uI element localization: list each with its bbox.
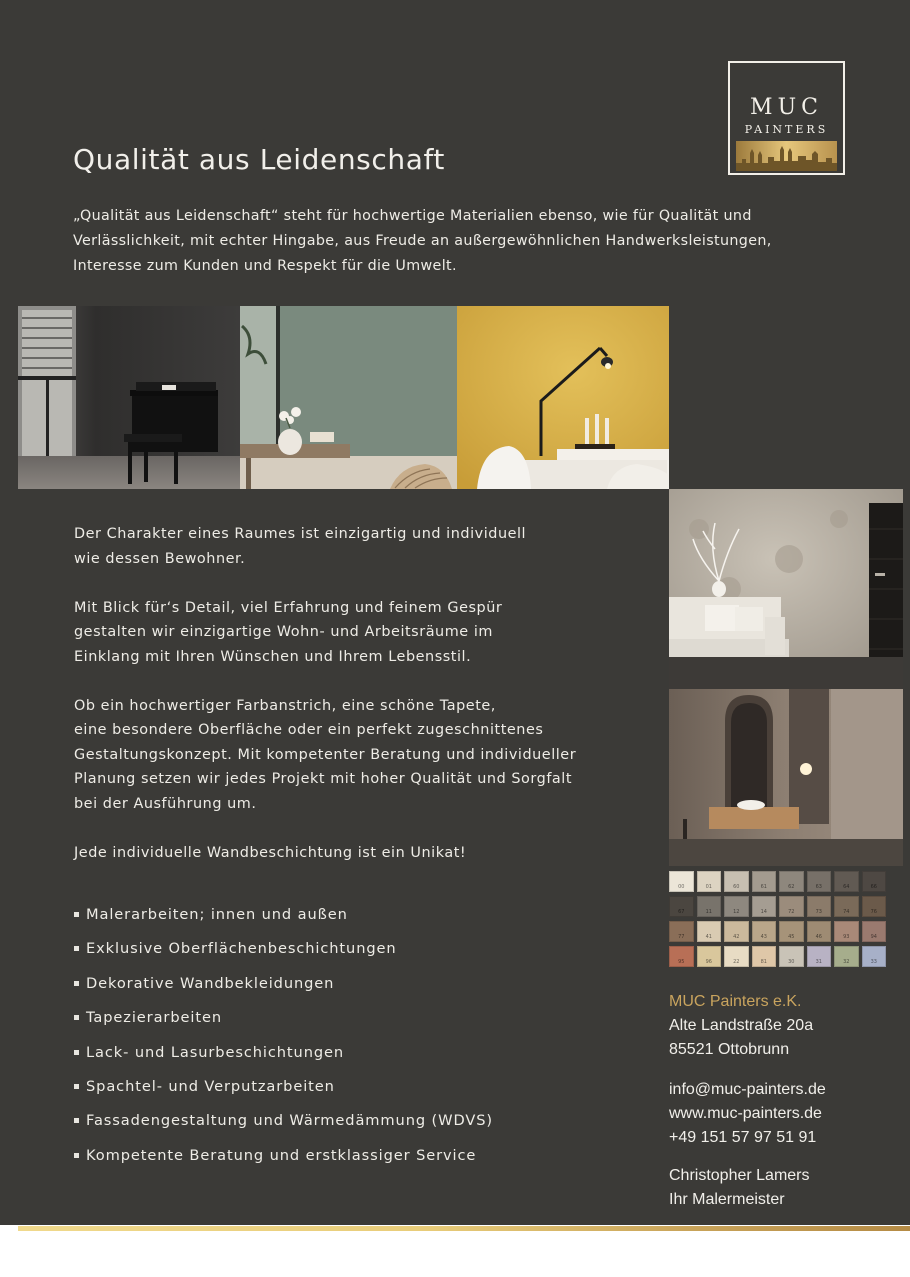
bullet-icon [74,1015,79,1020]
logo-wordmark-painters: PAINTERS [744,123,829,136]
swatch-code: 76 [870,909,877,915]
contact-block [669,990,826,1212]
logo-wordmark-muc: MUC [750,95,823,120]
swatch-code: 32 [843,959,850,965]
color-swatch [752,896,777,917]
color-swatch [669,921,694,942]
swatch-code: 74 [843,909,850,915]
swatch-code: 95 [678,959,685,965]
swatch-code: 22 [733,959,740,965]
munich-skyline-icon [736,141,837,171]
bullet-icon [74,1050,79,1055]
swatch-code: 41 [705,934,712,940]
bullet-icon [74,1118,79,1123]
email-link[interactable]: info@muc-painters.de [669,1081,826,1098]
color-swatch [807,896,832,917]
color-swatch [669,896,694,917]
color-swatch [697,921,722,942]
swatch-code: 00 [678,884,685,890]
swatch-code: 64 [843,884,850,890]
photo-concrete-wall-sofa [669,489,903,689]
color-swatch [752,921,777,942]
swatch-code: 81 [760,959,767,965]
swatch-code: 94 [870,934,877,940]
swatch-code: 66 [870,884,877,890]
swatch-code: 62 [788,884,795,890]
website-link[interactable]: www.muc-painters.de [669,1105,822,1122]
swatch-code: 73 [815,909,822,915]
contact-person: Christopher Lamers [669,1167,810,1184]
phone-number[interactable]: +49 151 57 97 51 91 [669,1129,817,1146]
swatch-code: 33 [870,959,877,965]
paragraph-character: Der Charakter eines Raumes ist einzigartig und individuell wie dessen Bewohner. [74,526,527,567]
color-swatch [834,921,859,942]
swatch-code: 45 [788,934,795,940]
paragraph-detail: Mit Blick für‘s Detail, viel Erfahrung und feinem Gespür gestalten wir einzigartige Wohn- und Arbeitsräume im Einklang mit Ihren Wünschen und Ihrem Lebensstil. [74,599,503,665]
color-swatch [669,946,694,967]
color-swatch [779,946,804,967]
services-list [74,904,493,1179]
color-swatch [807,921,832,942]
service-item: Lack- und Lasurbeschichtungen [74,1042,493,1076]
paragraph-services-intro: Ob ein hochwertiger Farbanstrich, eine schöne Tapete, eine besondere Oberfläche oder ein perfekt zugeschnittenes Gestaltungskonzept. Mit kompetenter Beratung und individueller Planung setzen wir jedes Projekt mit hoher Qualität und Sorgfalt bei der Ausführung um. [74,697,577,812]
paragraph-unikat: Jede individuelle Wandbeschichtung ist ein Unikat! [74,844,467,861]
color-swatch-grid [669,871,891,967]
color-swatch [807,946,832,967]
page-title: Qualität aus Leidenschaft [73,143,445,176]
swatch-code: 46 [815,934,822,940]
color-swatch [779,896,804,917]
color-swatch [669,871,694,892]
color-swatch [724,946,749,967]
street-address: Alte Landstraße 20a [669,1017,814,1034]
service-item: Malerarbeiten; innen und außen [74,904,493,938]
service-item: Fassadengestaltung und Wärmedämmung (WDVS) [74,1110,493,1144]
color-swatch [724,896,749,917]
swatch-code: 61 [760,884,767,890]
color-swatch [834,896,859,917]
photo-bathroom [669,689,903,866]
swatch-code: 31 [815,959,822,965]
bullet-icon [74,981,79,986]
company-name: MUC Painters e.K. [669,993,802,1010]
color-swatch [752,946,777,967]
bullet-icon [74,1084,79,1089]
city-address: 85521 Ottobrunn [669,1041,790,1058]
swatch-code: 01 [705,884,712,890]
intro-paragraph: „Qualität aus Leidenschaft“ steht für hochwertige Materialien ebenso, wie für Qualität und Verlässlichkeit, mit echter Hingabe, aus Freude an außergewöhnlichen Handwerksleistungen, Interesse zum Kunden und Respekt für die Umwelt. [73,208,772,274]
swatch-code: 42 [733,934,740,940]
photo-yellow-dining [457,306,669,489]
swatch-code: 96 [705,959,712,965]
swatch-code: 63 [815,884,822,890]
bullet-icon [74,912,79,917]
contact-role: Ihr Malermeister [669,1191,785,1208]
swatch-code: 93 [843,934,850,940]
swatch-code: 72 [788,909,795,915]
swatch-code: 14 [760,909,767,915]
swatch-code: 77 [678,934,685,940]
color-swatch [779,921,804,942]
body-text [74,522,649,890]
color-swatch [807,871,832,892]
bullet-icon [74,1153,79,1158]
color-swatch [752,871,777,892]
photo-piano-room [18,306,240,489]
service-item: Tapezierarbeiten [74,1007,493,1041]
color-swatch [862,946,887,967]
color-swatch [697,946,722,967]
color-swatch [834,946,859,967]
swatch-code: 11 [705,909,712,915]
bullet-icon [74,946,79,951]
color-swatch [862,896,887,917]
service-item: Spachtel- und Verputzarbeiten [74,1076,493,1110]
color-swatch [697,896,722,917]
muc-painters-logo [728,61,845,175]
swatch-code: 12 [733,909,740,915]
color-swatch [779,871,804,892]
service-item: Exklusive Oberflächenbeschichtungen [74,938,493,972]
gold-divider-line [18,1226,910,1231]
swatch-code: 30 [788,959,795,965]
service-item: Dekorative Wandbekleidungen [74,973,493,1007]
color-swatch [862,871,887,892]
photo-sage-wall-room [240,306,457,489]
swatch-code: 43 [760,934,767,940]
color-swatch [862,921,887,942]
service-item: Kompetente Beratung und erstklassiger Service [74,1145,493,1179]
swatch-code: 67 [678,909,685,915]
color-swatch [724,871,749,892]
swatch-code: 60 [733,884,740,890]
color-swatch [834,871,859,892]
color-swatch [724,921,749,942]
color-swatch [697,871,722,892]
